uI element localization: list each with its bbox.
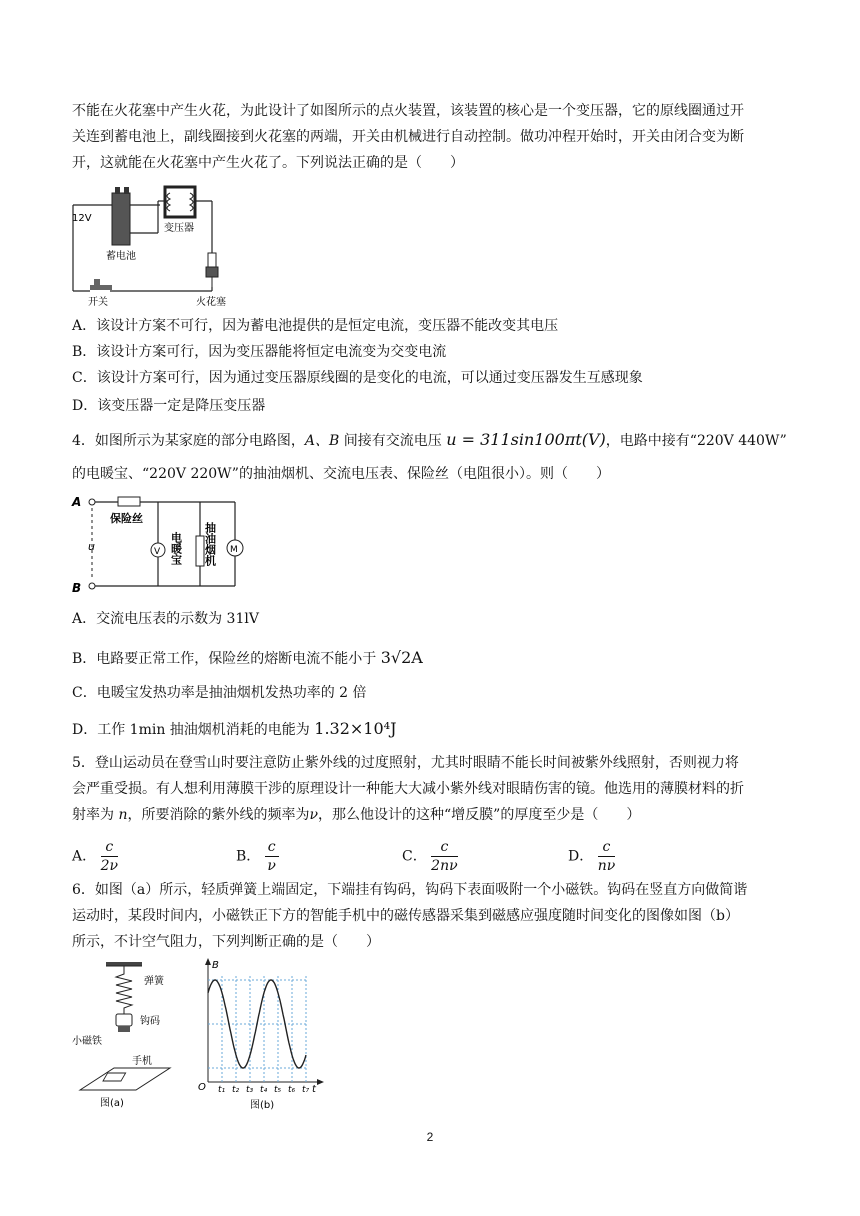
tick-label: t₇ bbox=[302, 1085, 310, 1095]
q4-option-b-value: 3√2A bbox=[380, 648, 423, 667]
q4-points-ab: A、B bbox=[304, 433, 340, 449]
fraction-numerator: c bbox=[598, 838, 616, 857]
household-circuit-figure bbox=[70, 492, 250, 596]
q4-stem-part3: ，电路中接有“220V 440W” bbox=[605, 433, 787, 449]
q4-option-d-value: 1.32×10⁴J bbox=[314, 719, 397, 738]
table-surface bbox=[80, 1068, 170, 1090]
q3-option-b: B．该设计方案可行，因为变压器能将恒定电流变为交变电流 bbox=[72, 344, 447, 360]
switch-icon bbox=[90, 285, 112, 290]
q3-stem-line2: 关连到蓄电池上，副线圈接到火花塞的两端，开关由机械进行自动控制。做功冲程开始时，开关由闭合变为断 bbox=[72, 129, 744, 145]
q3-stem-line1: 不能在火花塞中产生火花，为此设计了如图所示的点火装置，该装置的核心是一个变压器，它的原线圈通过开 bbox=[72, 103, 744, 119]
ignition-circuit-figure bbox=[70, 183, 270, 311]
q5-stem-line3 bbox=[72, 805, 640, 825]
tick-label: t₄ bbox=[260, 1085, 268, 1095]
q5-option-a bbox=[72, 838, 118, 875]
fraction-denominator: 2nν bbox=[431, 858, 458, 874]
q5-option-b-label: B． bbox=[236, 848, 261, 865]
fraction-numerator: c bbox=[101, 838, 118, 857]
q5-symbol-n: n bbox=[118, 807, 128, 823]
q4-option-b bbox=[72, 648, 423, 669]
origin-label: O bbox=[198, 1082, 206, 1093]
voltage-u-label: u bbox=[88, 540, 95, 553]
terminal-b-label: B bbox=[72, 581, 82, 595]
fuse-label: 保险丝 bbox=[110, 512, 143, 525]
figure-a-caption: 图(a) bbox=[100, 1098, 124, 1108]
q3-option-d: D．该变压器一定是降压变压器 bbox=[72, 398, 266, 414]
q4-option-b-text: B．电路要正常工作，保险丝的熔断电流不能小于 bbox=[72, 651, 377, 667]
switch-label: 开关 bbox=[88, 297, 108, 308]
figure-b-caption: 图(b) bbox=[250, 1100, 275, 1110]
heater-label: 电暖宝 bbox=[169, 532, 183, 565]
q5-option-d bbox=[568, 838, 615, 875]
tick-label: t₁ bbox=[218, 1085, 226, 1095]
q5-stem-part3: ，那么他设计的这种“增反膜”的厚度至少是（ ） bbox=[318, 807, 641, 823]
weight-icon bbox=[116, 1014, 132, 1026]
q5-option-c bbox=[402, 838, 458, 875]
fraction-numerator: c bbox=[431, 838, 457, 857]
q4-stem-line1 bbox=[72, 430, 787, 451]
tick-label: t₃ bbox=[246, 1085, 254, 1095]
spring-label: 弹簧 bbox=[144, 976, 164, 987]
bt-graph-figure bbox=[194, 956, 326, 1110]
q5-stem-line1: 5．登山运动员在登雪山时要注意防止紫外线的过度照射，尤其时眼睛不能长时间被紫外线照射，否则视力将 bbox=[72, 755, 739, 771]
spark-plug-icon bbox=[208, 253, 216, 267]
q3-stem-line3: 开，这就能在火花塞中产生火花了。下列说法正确的是（ ） bbox=[72, 155, 464, 171]
q4-option-d bbox=[72, 719, 396, 740]
q4-option-d-text: D．工作 1min 抽油烟机消耗的电能为 bbox=[72, 722, 310, 738]
fuse-icon bbox=[118, 497, 140, 506]
fraction-denominator: ν bbox=[267, 858, 276, 874]
motor-label: M bbox=[230, 545, 238, 555]
hood-label: 抽油烟机 bbox=[203, 522, 217, 566]
spring-setup-figure bbox=[70, 958, 190, 1108]
transformer-label: 变压器 bbox=[164, 223, 194, 234]
q5-option-c-fraction bbox=[431, 838, 457, 875]
q4-stem-line2: 的电暖宝、“220V 220W”的抽油烟机、交流电压表、保险丝（电阻很小）。则（ ） bbox=[72, 466, 610, 482]
q5-option-a-label: A． bbox=[72, 848, 97, 865]
q5-stem-line2: 会严重受损。有人想利用薄膜干涉的原理设计一种能大大减小紫外线对眼睛伤害的镜。他选用的薄膜材料的折 bbox=[72, 781, 744, 797]
page-number: 2 bbox=[426, 1130, 434, 1144]
q5-stem-part1: 射率为 bbox=[72, 807, 119, 823]
q5-option-b bbox=[236, 838, 279, 875]
q4-option-c: C．电暖宝发热功率是抽油烟机发热功率的 2 倍 bbox=[72, 685, 367, 701]
q4-voltage-formula: u = 311sin100πt(V) bbox=[446, 430, 606, 449]
tick-label: t₆ bbox=[288, 1085, 296, 1095]
q5-option-d-label: D． bbox=[568, 848, 594, 865]
q6-stem-line1: 6．如图（a）所示，轻质弹簧上端固定，下端挂有钩码，钩码下表面吸附一个小磁铁。钩码在竖直方向做简谐 bbox=[72, 882, 748, 898]
fraction-denominator: nν bbox=[597, 858, 616, 874]
fraction-denominator: 2ν bbox=[100, 858, 118, 874]
q5-option-d-fraction bbox=[598, 838, 616, 875]
terminal-a-label: A bbox=[72, 495, 82, 509]
tick-label: t₅ bbox=[274, 1085, 282, 1095]
q4-stem-part1: 4．如图所示为某家庭的部分电路图， bbox=[72, 433, 305, 449]
voltmeter-label: V bbox=[154, 547, 161, 557]
q4-stem-part2: 间接有交流电压 bbox=[339, 433, 442, 449]
q5-stem-part2: ，所要消除的紫外线的频率为 bbox=[127, 807, 310, 823]
q5-symbol-nu: ν bbox=[309, 807, 318, 823]
fraction-numerator: c bbox=[265, 838, 279, 857]
q5-option-b-fraction bbox=[265, 838, 279, 875]
battery-label: 蓄电池 bbox=[106, 251, 136, 262]
phone-label: 手机 bbox=[132, 1056, 152, 1067]
q5-option-c-label: C． bbox=[402, 848, 427, 865]
battery-icon bbox=[112, 193, 130, 245]
weight-label: 钩码 bbox=[140, 1016, 160, 1027]
battery-voltage-label: 12V bbox=[72, 213, 92, 224]
q3-option-a: A．该设计方案不可行，因为蓄电池提供的是恒定电流，变压器不能改变其电压 bbox=[72, 318, 559, 334]
axis-t-label: t bbox=[312, 1084, 316, 1095]
q4-option-a: A．交流电压表的示数为 31lV bbox=[72, 611, 259, 627]
axis-b-label: B bbox=[212, 960, 219, 971]
q5-option-a-fraction bbox=[101, 838, 118, 875]
spark-plug-label: 火花塞 bbox=[196, 297, 226, 308]
q6-stem-line2: 运动时，某段时间内，小磁铁正下方的智能手机中的磁传感器采集到磁感应强度随时间变化的图像如图（b） bbox=[72, 908, 739, 924]
tick-label: t₂ bbox=[232, 1085, 240, 1095]
q3-option-c: C．该设计方案可行，因为通过变压器原线圈的是变化的电流，可以通过变压器发生互感现象 bbox=[72, 370, 643, 386]
graph-gridlines bbox=[208, 976, 308, 1082]
transformer-icon bbox=[165, 187, 195, 217]
q6-stem-line3: 所示，不计空气阻力，下列判断正确的是（ ） bbox=[72, 934, 380, 950]
spring-icon bbox=[116, 966, 132, 1014]
b-field-curve bbox=[208, 980, 306, 1068]
magnet-label: 小磁铁 bbox=[72, 1036, 102, 1047]
